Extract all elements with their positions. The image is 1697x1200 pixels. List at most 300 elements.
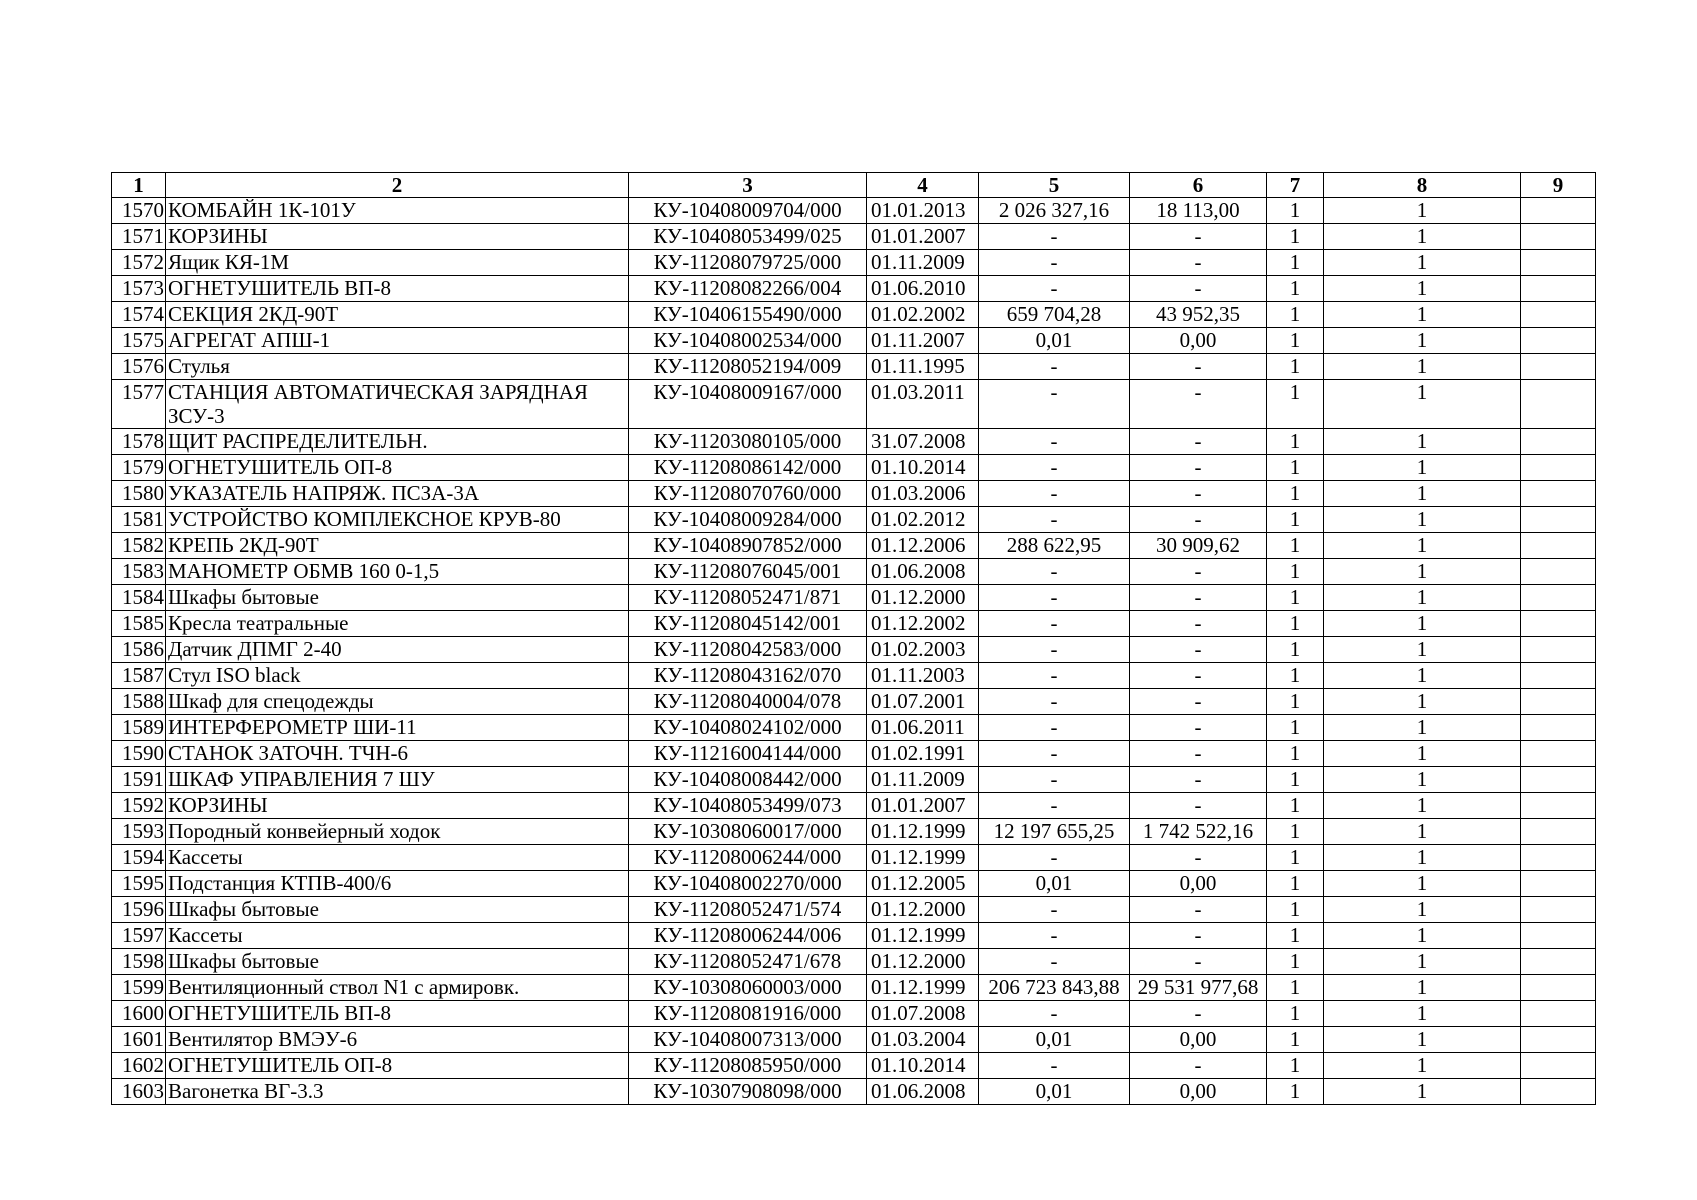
cell-quantity-col-8: 1 (1324, 949, 1521, 975)
cell-note-col-9 (1521, 949, 1596, 975)
cell-quantity-col-7: 1 (1267, 767, 1324, 793)
cell-row-number: 1601 (112, 1027, 166, 1053)
cell-quantity-col-7: 1 (1267, 1079, 1324, 1105)
cell-value-col-5: - (979, 1053, 1130, 1079)
cell-item-name: ШКАФ УПРАВЛЕНИЯ 7 ШУ (166, 767, 629, 793)
cell-quantity-col-7: 1 (1267, 871, 1324, 897)
cell-value-col-5: - (979, 455, 1130, 481)
table-row (112, 611, 1596, 637)
cell-item-name: Подстанция КТПВ-400/6 (166, 871, 629, 897)
cell-quantity-col-7: 1 (1267, 819, 1324, 845)
table-row (112, 819, 1596, 845)
cell-note-col-9 (1521, 276, 1596, 302)
cell-note-col-9 (1521, 455, 1596, 481)
cell-inventory-code: КУ-10408007313/000 (629, 1027, 867, 1053)
cell-value-col-5: - (979, 741, 1130, 767)
cell-date: 01.12.2006 (867, 533, 979, 559)
cell-value-col-5: - (979, 507, 1130, 533)
cell-value-col-6: - (1130, 585, 1267, 611)
table-row (112, 559, 1596, 585)
cell-quantity-col-8: 1 (1324, 845, 1521, 871)
cell-value-col-6: 18 113,00 (1130, 198, 1267, 224)
cell-row-number: 1576 (112, 354, 166, 380)
cell-date: 01.03.2011 (867, 380, 979, 429)
cell-quantity-col-7: 1 (1267, 1001, 1324, 1027)
table-row (112, 637, 1596, 663)
cell-date: 01.06.2011 (867, 715, 979, 741)
cell-row-number: 1574 (112, 302, 166, 328)
table-row (112, 429, 1596, 455)
cell-note-col-9 (1521, 871, 1596, 897)
cell-value-col-6: - (1130, 429, 1267, 455)
cell-date: 01.11.2009 (867, 250, 979, 276)
cell-date: 01.10.2014 (867, 1053, 979, 1079)
table-row (112, 715, 1596, 741)
cell-quantity-col-7: 1 (1267, 741, 1324, 767)
cell-date: 01.10.2014 (867, 455, 979, 481)
cell-quantity-col-8: 1 (1324, 302, 1521, 328)
cell-row-number: 1575 (112, 328, 166, 354)
cell-inventory-code: КУ-10408907852/000 (629, 533, 867, 559)
cell-inventory-code: КУ-11208081916/000 (629, 1001, 867, 1027)
cell-date: 01.07.2001 (867, 689, 979, 715)
cell-date: 01.02.2003 (867, 637, 979, 663)
cell-note-col-9 (1521, 637, 1596, 663)
cell-quantity-col-7: 1 (1267, 897, 1324, 923)
cell-note-col-9 (1521, 250, 1596, 276)
cell-value-col-5: - (979, 559, 1130, 585)
cell-note-col-9 (1521, 198, 1596, 224)
cell-row-number: 1580 (112, 481, 166, 507)
cell-value-col-5: - (979, 276, 1130, 302)
cell-date: 01.11.2009 (867, 767, 979, 793)
cell-date: 01.12.2005 (867, 871, 979, 897)
cell-value-col-5: 2 026 327,16 (979, 198, 1130, 224)
cell-inventory-code: КУ-11208052471/678 (629, 949, 867, 975)
cell-value-col-5: - (979, 637, 1130, 663)
cell-value-col-6: - (1130, 250, 1267, 276)
table-row (112, 585, 1596, 611)
cell-quantity-col-8: 1 (1324, 380, 1521, 429)
cell-quantity-col-7: 1 (1267, 1027, 1324, 1053)
cell-quantity-col-8: 1 (1324, 663, 1521, 689)
cell-inventory-code: КУ-11208043162/070 (629, 663, 867, 689)
table-row (112, 1053, 1596, 1079)
cell-inventory-code: КУ-11216004144/000 (629, 741, 867, 767)
cell-value-col-5: - (979, 663, 1130, 689)
cell-value-col-6: - (1130, 741, 1267, 767)
cell-inventory-code: КУ-11208006244/006 (629, 923, 867, 949)
header-cell-9: 9 (1521, 173, 1596, 198)
cell-note-col-9 (1521, 819, 1596, 845)
cell-item-name: Кассеты (166, 923, 629, 949)
cell-item-name: ОГНЕТУШИТЕЛЬ ВП-8 (166, 1001, 629, 1027)
cell-row-number: 1578 (112, 429, 166, 455)
cell-quantity-col-7: 1 (1267, 481, 1324, 507)
cell-inventory-code: КУ-11208040004/078 (629, 689, 867, 715)
cell-value-col-6: - (1130, 481, 1267, 507)
cell-note-col-9 (1521, 689, 1596, 715)
cell-row-number: 1584 (112, 585, 166, 611)
table-row (112, 507, 1596, 533)
cell-item-name: КОРЗИНЫ (166, 224, 629, 250)
cell-value-col-5: - (979, 793, 1130, 819)
cell-row-number: 1602 (112, 1053, 166, 1079)
cell-date: 01.01.2007 (867, 793, 979, 819)
cell-date: 01.12.1999 (867, 923, 979, 949)
cell-value-col-5: 0,01 (979, 1079, 1130, 1105)
cell-inventory-code: КУ-11208006244/000 (629, 845, 867, 871)
cell-quantity-col-8: 1 (1324, 689, 1521, 715)
cell-row-number: 1573 (112, 276, 166, 302)
cell-row-number: 1579 (112, 455, 166, 481)
cell-value-col-6: 43 952,35 (1130, 302, 1267, 328)
cell-quantity-col-8: 1 (1324, 767, 1521, 793)
cell-quantity-col-8: 1 (1324, 1001, 1521, 1027)
cell-value-col-6: 0,00 (1130, 328, 1267, 354)
cell-quantity-col-7: 1 (1267, 354, 1324, 380)
cell-inventory-code: КУ-10308060017/000 (629, 819, 867, 845)
cell-note-col-9 (1521, 429, 1596, 455)
table-row (112, 302, 1596, 328)
cell-note-col-9 (1521, 611, 1596, 637)
cell-note-col-9 (1521, 559, 1596, 585)
cell-quantity-col-8: 1 (1324, 975, 1521, 1001)
cell-inventory-code: КУ-11208076045/001 (629, 559, 867, 585)
cell-item-name: Шкафы бытовые (166, 585, 629, 611)
cell-quantity-col-7: 1 (1267, 949, 1324, 975)
cell-note-col-9 (1521, 715, 1596, 741)
cell-date: 01.02.1991 (867, 741, 979, 767)
cell-value-col-6: - (1130, 897, 1267, 923)
cell-row-number: 1571 (112, 224, 166, 250)
cell-value-col-6: - (1130, 611, 1267, 637)
cell-inventory-code: КУ-11208086142/000 (629, 455, 867, 481)
cell-quantity-col-8: 1 (1324, 637, 1521, 663)
cell-row-number: 1600 (112, 1001, 166, 1027)
cell-date: 01.01.2007 (867, 224, 979, 250)
cell-value-col-5: - (979, 949, 1130, 975)
cell-item-name: Стул ISO black (166, 663, 629, 689)
cell-note-col-9 (1521, 845, 1596, 871)
cell-date: 31.07.2008 (867, 429, 979, 455)
table-row (112, 871, 1596, 897)
cell-quantity-col-8: 1 (1324, 715, 1521, 741)
cell-quantity-col-7: 1 (1267, 637, 1324, 663)
cell-quantity-col-8: 1 (1324, 224, 1521, 250)
cell-item-name: ИНТЕРФЕРОМЕТР ШИ-11 (166, 715, 629, 741)
table-row (112, 689, 1596, 715)
cell-row-number: 1587 (112, 663, 166, 689)
cell-row-number: 1595 (112, 871, 166, 897)
cell-row-number: 1588 (112, 689, 166, 715)
cell-quantity-col-8: 1 (1324, 923, 1521, 949)
cell-quantity-col-8: 1 (1324, 1027, 1521, 1053)
cell-date: 01.02.2012 (867, 507, 979, 533)
cell-inventory-code: КУ-10408009704/000 (629, 198, 867, 224)
cell-note-col-9 (1521, 793, 1596, 819)
cell-item-name: УСТРОЙСТВО КОМПЛЕКСНОЕ КРУВ-80 (166, 507, 629, 533)
cell-inventory-code: КУ-11208052471/574 (629, 897, 867, 923)
cell-row-number: 1599 (112, 975, 166, 1001)
cell-value-col-6: 0,00 (1130, 871, 1267, 897)
cell-inventory-code: КУ-10408008442/000 (629, 767, 867, 793)
cell-item-name: КОРЗИНЫ (166, 793, 629, 819)
cell-quantity-col-7: 1 (1267, 845, 1324, 871)
cell-row-number: 1593 (112, 819, 166, 845)
cell-value-col-5: - (979, 611, 1130, 637)
table-row (112, 481, 1596, 507)
cell-value-col-6: - (1130, 715, 1267, 741)
cell-date: 01.12.1999 (867, 819, 979, 845)
cell-quantity-col-8: 1 (1324, 741, 1521, 767)
cell-date: 01.01.2013 (867, 198, 979, 224)
cell-value-col-6: 0,00 (1130, 1079, 1267, 1105)
cell-value-col-6: - (1130, 949, 1267, 975)
cell-value-col-5: 12 197 655,25 (979, 819, 1130, 845)
cell-value-col-5: - (979, 845, 1130, 871)
cell-quantity-col-7: 1 (1267, 198, 1324, 224)
cell-inventory-code: КУ-10307908098/000 (629, 1079, 867, 1105)
cell-inventory-code: КУ-10408009284/000 (629, 507, 867, 533)
cell-value-col-5: - (979, 689, 1130, 715)
cell-quantity-col-8: 1 (1324, 250, 1521, 276)
cell-note-col-9 (1521, 328, 1596, 354)
cell-date: 01.12.2000 (867, 949, 979, 975)
cell-note-col-9 (1521, 481, 1596, 507)
table-row (112, 198, 1596, 224)
cell-row-number: 1585 (112, 611, 166, 637)
cell-value-col-5: - (979, 250, 1130, 276)
cell-value-col-5: 0,01 (979, 328, 1130, 354)
cell-quantity-col-8: 1 (1324, 585, 1521, 611)
cell-inventory-code: КУ-11208045142/001 (629, 611, 867, 637)
cell-value-col-6: - (1130, 380, 1267, 429)
cell-note-col-9 (1521, 585, 1596, 611)
cell-value-col-5: - (979, 715, 1130, 741)
cell-quantity-col-7: 1 (1267, 793, 1324, 819)
cell-inventory-code: КУ-11208085950/000 (629, 1053, 867, 1079)
cell-value-col-6: 0,00 (1130, 1027, 1267, 1053)
cell-value-col-6: - (1130, 845, 1267, 871)
header-cell-6: 6 (1130, 173, 1267, 198)
cell-inventory-code: КУ-11208042583/000 (629, 637, 867, 663)
cell-quantity-col-8: 1 (1324, 533, 1521, 559)
cell-value-col-5: - (979, 380, 1130, 429)
cell-item-name: АГРЕГАТ АПШ-1 (166, 328, 629, 354)
cell-quantity-col-8: 1 (1324, 871, 1521, 897)
cell-quantity-col-8: 1 (1324, 793, 1521, 819)
cell-value-col-6: - (1130, 1053, 1267, 1079)
cell-value-col-5: 288 622,95 (979, 533, 1130, 559)
cell-item-name: Ящик КЯ-1М (166, 250, 629, 276)
cell-value-col-6: - (1130, 923, 1267, 949)
cell-value-col-6: - (1130, 455, 1267, 481)
cell-quantity-col-7: 1 (1267, 224, 1324, 250)
cell-quantity-col-7: 1 (1267, 1053, 1324, 1079)
cell-value-col-6: - (1130, 663, 1267, 689)
cell-inventory-code: КУ-10408053499/073 (629, 793, 867, 819)
cell-quantity-col-7: 1 (1267, 715, 1324, 741)
cell-row-number: 1581 (112, 507, 166, 533)
cell-inventory-code: КУ-10408024102/000 (629, 715, 867, 741)
cell-quantity-col-8: 1 (1324, 276, 1521, 302)
table-row (112, 741, 1596, 767)
cell-date: 01.03.2006 (867, 481, 979, 507)
cell-value-col-6: 30 909,62 (1130, 533, 1267, 559)
cell-value-col-6: - (1130, 276, 1267, 302)
cell-note-col-9 (1521, 1001, 1596, 1027)
cell-row-number: 1577 (112, 380, 166, 429)
cell-note-col-9 (1521, 380, 1596, 429)
cell-item-name: Породный конвейерный ходок (166, 819, 629, 845)
cell-quantity-col-7: 1 (1267, 663, 1324, 689)
cell-date: 01.11.1995 (867, 354, 979, 380)
cell-item-name: СТАНОК ЗАТОЧН. ТЧН-6 (166, 741, 629, 767)
cell-value-col-5: 659 704,28 (979, 302, 1130, 328)
cell-value-col-5: - (979, 224, 1130, 250)
cell-item-name: МАНОМЕТР ОБМВ 160 0-1,5 (166, 559, 629, 585)
cell-inventory-code: КУ-10406155490/000 (629, 302, 867, 328)
header-cell-4: 4 (867, 173, 979, 198)
table-row (112, 845, 1596, 871)
cell-date: 01.06.2010 (867, 276, 979, 302)
cell-value-col-5: 0,01 (979, 871, 1130, 897)
cell-quantity-col-8: 1 (1324, 1079, 1521, 1105)
cell-row-number: 1591 (112, 767, 166, 793)
cell-value-col-5: - (979, 767, 1130, 793)
table-row (112, 380, 1596, 429)
cell-quantity-col-8: 1 (1324, 819, 1521, 845)
cell-date: 01.02.2002 (867, 302, 979, 328)
cell-value-col-5: - (979, 585, 1130, 611)
table-row (112, 975, 1596, 1001)
table-row (112, 663, 1596, 689)
cell-quantity-col-8: 1 (1324, 328, 1521, 354)
cell-note-col-9 (1521, 767, 1596, 793)
cell-quantity-col-7: 1 (1267, 585, 1324, 611)
cell-inventory-code: КУ-10408002270/000 (629, 871, 867, 897)
cell-item-name: ОГНЕТУШИТЕЛЬ ВП-8 (166, 276, 629, 302)
cell-item-name: Шкаф для спецодежды (166, 689, 629, 715)
cell-quantity-col-7: 1 (1267, 328, 1324, 354)
cell-quantity-col-7: 1 (1267, 250, 1324, 276)
cell-note-col-9 (1521, 923, 1596, 949)
header-cell-5: 5 (979, 173, 1130, 198)
table-body (112, 198, 1596, 1105)
cell-row-number: 1589 (112, 715, 166, 741)
cell-quantity-col-8: 1 (1324, 198, 1521, 224)
cell-note-col-9 (1521, 1079, 1596, 1105)
cell-item-name: Датчик ДПМГ 2-40 (166, 637, 629, 663)
cell-row-number: 1598 (112, 949, 166, 975)
cell-row-number: 1592 (112, 793, 166, 819)
table-row (112, 923, 1596, 949)
cell-inventory-code: КУ-10408053499/025 (629, 224, 867, 250)
cell-row-number: 1572 (112, 250, 166, 276)
cell-note-col-9 (1521, 224, 1596, 250)
cell-value-col-6: - (1130, 224, 1267, 250)
table-row (112, 767, 1596, 793)
header-cell-3: 3 (629, 173, 867, 198)
cell-note-col-9 (1521, 897, 1596, 923)
cell-item-name: Кассеты (166, 845, 629, 871)
cell-quantity-col-8: 1 (1324, 559, 1521, 585)
cell-quantity-col-8: 1 (1324, 897, 1521, 923)
table-row (112, 1027, 1596, 1053)
table-row (112, 793, 1596, 819)
table-row (112, 1079, 1596, 1105)
inventory-table (111, 172, 1596, 1105)
cell-row-number: 1583 (112, 559, 166, 585)
cell-inventory-code: КУ-10408009167/000 (629, 380, 867, 429)
cell-value-col-5: - (979, 481, 1130, 507)
cell-date: 01.12.1999 (867, 845, 979, 871)
cell-item-name: Кресла театральные (166, 611, 629, 637)
cell-item-name: СЕКЦИЯ 2КД-90Т (166, 302, 629, 328)
table-row (112, 897, 1596, 923)
cell-quantity-col-7: 1 (1267, 689, 1324, 715)
cell-date: 01.06.2008 (867, 1079, 979, 1105)
cell-inventory-code: КУ-11208052194/009 (629, 354, 867, 380)
cell-inventory-code: КУ-11208070760/000 (629, 481, 867, 507)
cell-inventory-code: КУ-11203080105/000 (629, 429, 867, 455)
table-row (112, 455, 1596, 481)
cell-note-col-9 (1521, 507, 1596, 533)
cell-value-col-5: - (979, 429, 1130, 455)
cell-row-number: 1570 (112, 198, 166, 224)
cell-item-name: КРЕПЬ 2КД-90Т (166, 533, 629, 559)
cell-item-name: ОГНЕТУШИТЕЛЬ ОП-8 (166, 455, 629, 481)
cell-note-col-9 (1521, 1027, 1596, 1053)
cell-value-col-6: - (1130, 793, 1267, 819)
cell-quantity-col-7: 1 (1267, 533, 1324, 559)
cell-inventory-code: КУ-10308060003/000 (629, 975, 867, 1001)
cell-note-col-9 (1521, 1053, 1596, 1079)
cell-inventory-code: КУ-11208082266/004 (629, 276, 867, 302)
cell-quantity-col-8: 1 (1324, 507, 1521, 533)
cell-quantity-col-7: 1 (1267, 611, 1324, 637)
cell-value-col-5: - (979, 923, 1130, 949)
cell-quantity-col-7: 1 (1267, 380, 1324, 429)
cell-value-col-5: 206 723 843,88 (979, 975, 1130, 1001)
cell-date: 01.07.2008 (867, 1001, 979, 1027)
cell-date: 01.12.2002 (867, 611, 979, 637)
cell-quantity-col-8: 1 (1324, 354, 1521, 380)
table-row (112, 1001, 1596, 1027)
cell-value-col-5: - (979, 1001, 1130, 1027)
table-row (112, 949, 1596, 975)
cell-item-name: ЩИТ РАСПРЕДЕЛИТЕЛЬН. (166, 429, 629, 455)
cell-row-number: 1582 (112, 533, 166, 559)
cell-row-number: 1590 (112, 741, 166, 767)
cell-row-number: 1597 (112, 923, 166, 949)
cell-value-col-6: - (1130, 354, 1267, 380)
cell-date: 01.12.2000 (867, 897, 979, 923)
cell-quantity-col-7: 1 (1267, 429, 1324, 455)
cell-value-col-5: 0,01 (979, 1027, 1130, 1053)
cell-date: 01.06.2008 (867, 559, 979, 585)
cell-value-col-6: 1 742 522,16 (1130, 819, 1267, 845)
cell-row-number: 1594 (112, 845, 166, 871)
cell-note-col-9 (1521, 975, 1596, 1001)
cell-row-number: 1596 (112, 897, 166, 923)
cell-row-number: 1603 (112, 1079, 166, 1105)
cell-item-name: Вентилятор ВМЭУ-6 (166, 1027, 629, 1053)
cell-date: 01.12.2000 (867, 585, 979, 611)
cell-value-col-6: - (1130, 507, 1267, 533)
cell-value-col-5: - (979, 354, 1130, 380)
